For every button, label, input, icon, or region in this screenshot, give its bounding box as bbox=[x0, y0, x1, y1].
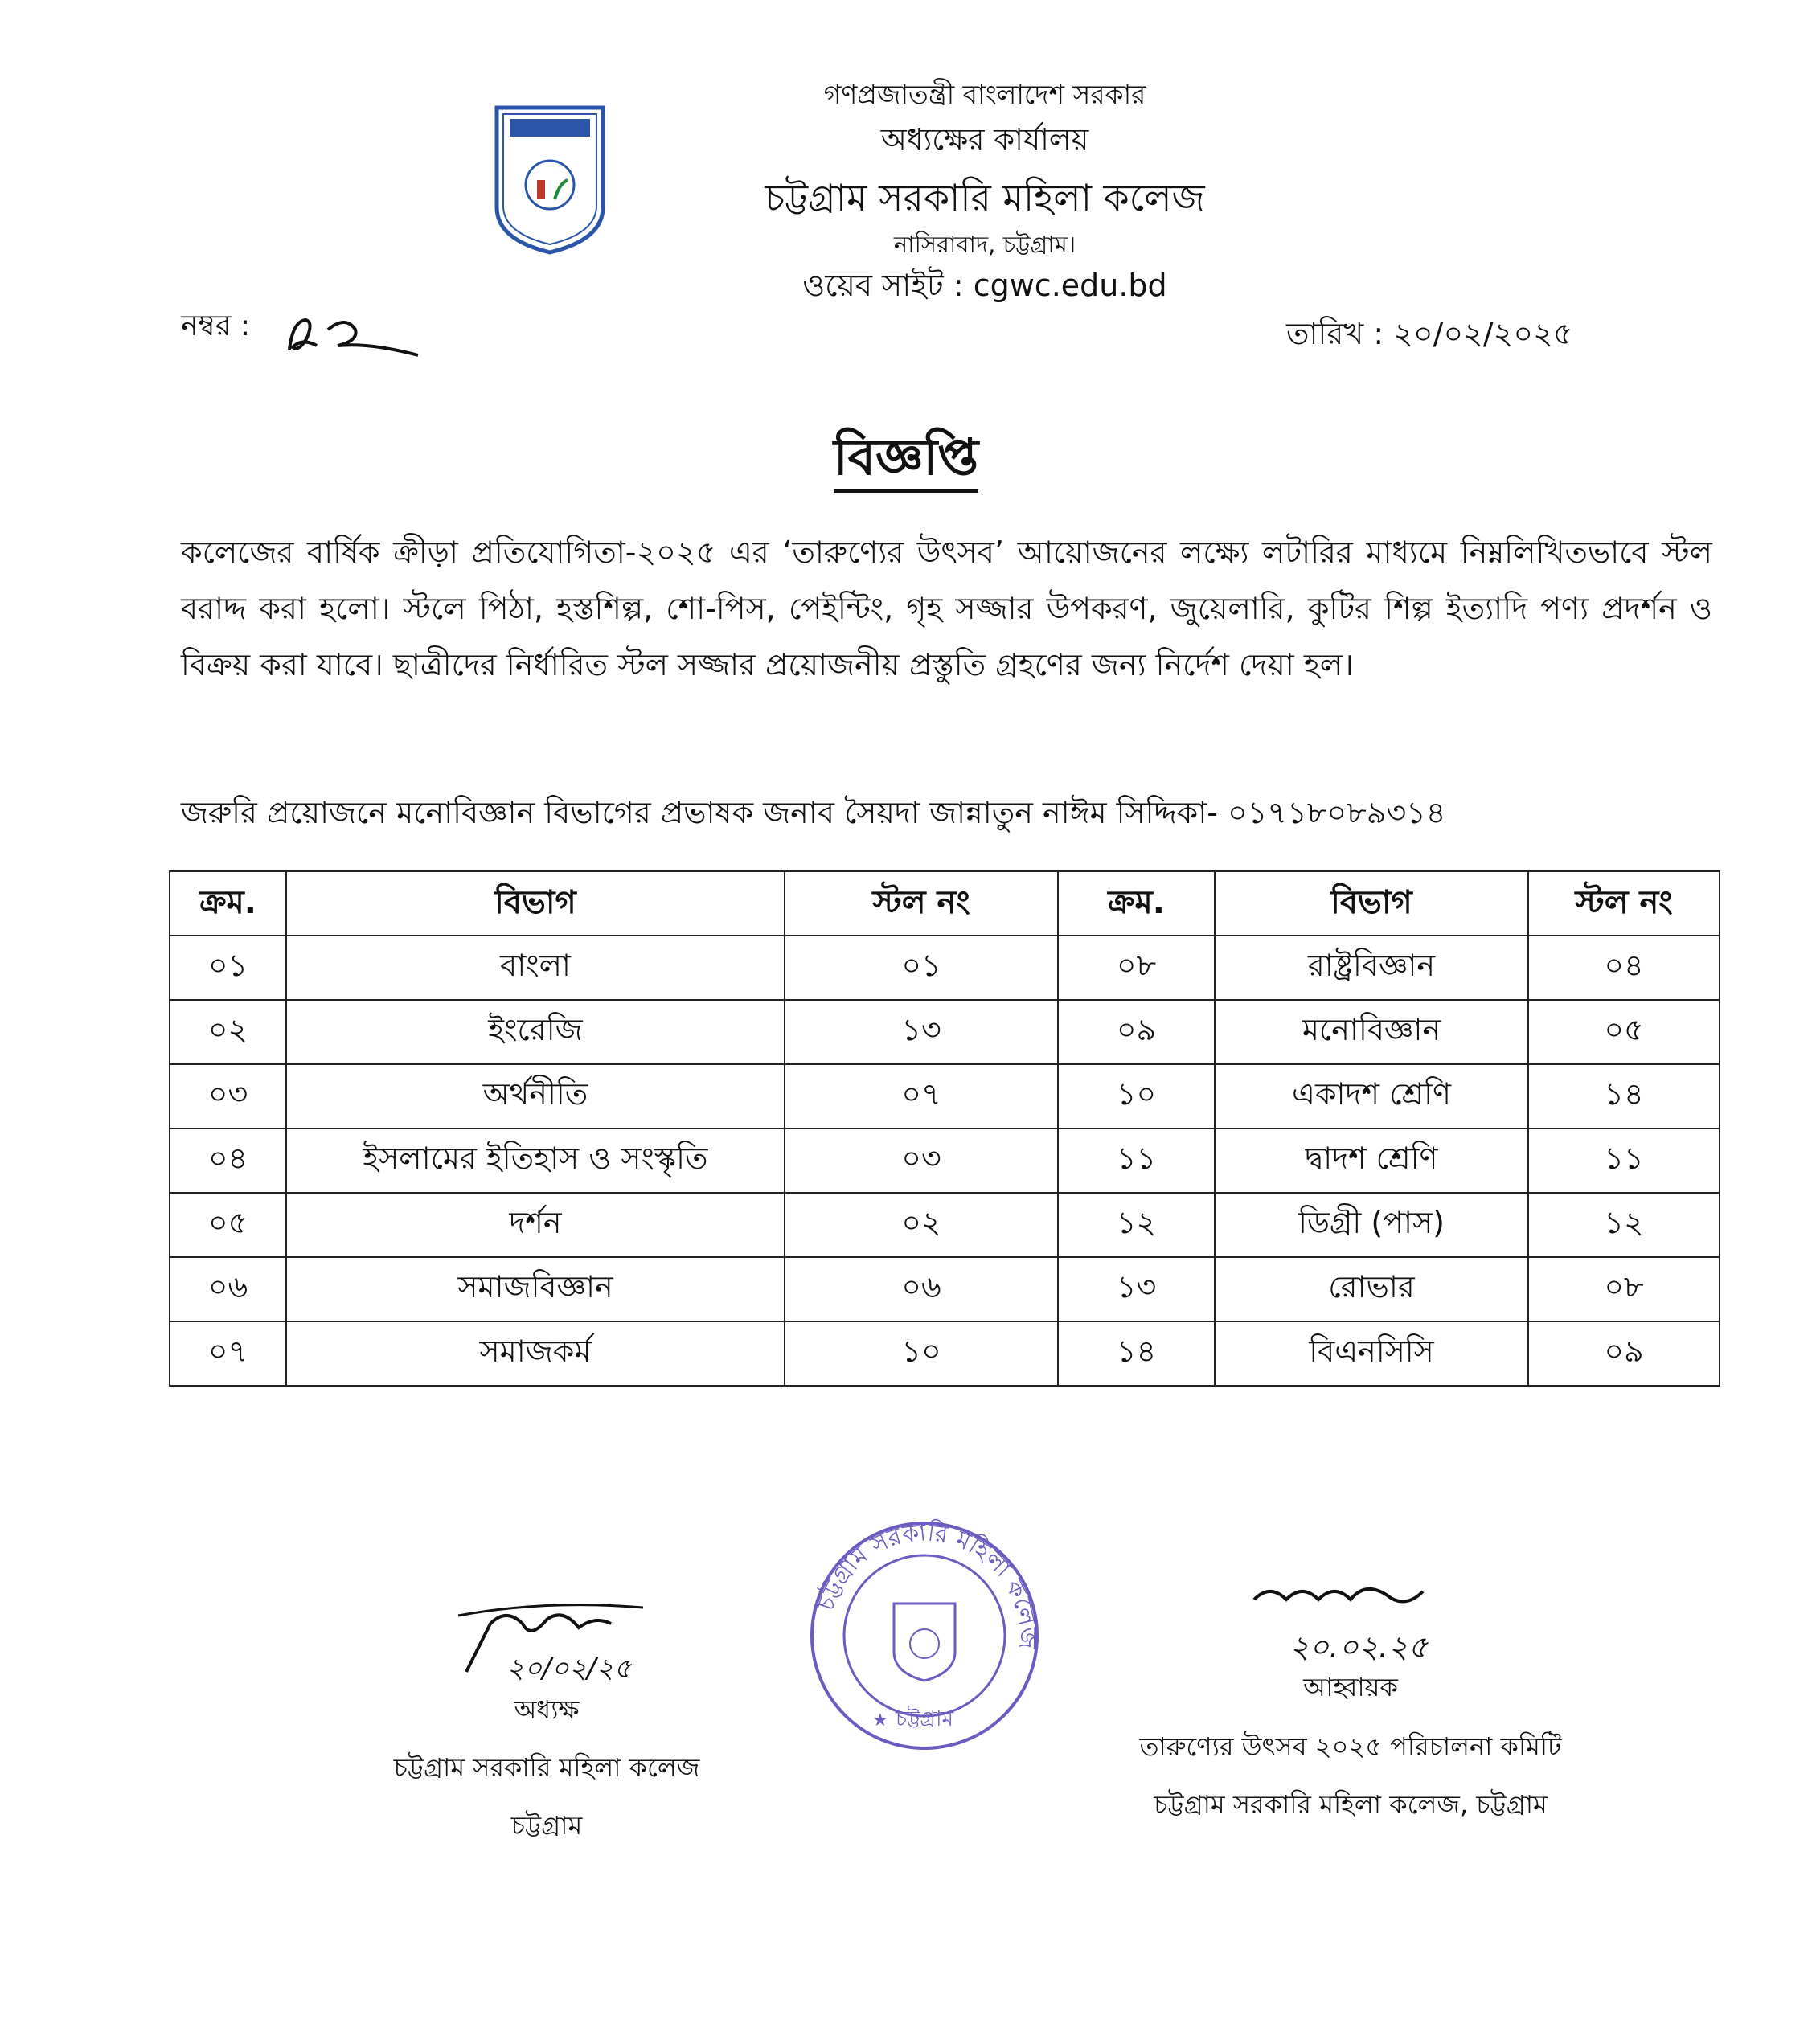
cell-department: বিএনসিসি bbox=[1215, 1321, 1528, 1386]
notice-title bbox=[0, 420, 1812, 502]
cell-serial: ০৭ bbox=[170, 1321, 286, 1386]
cell-serial: ১১ bbox=[1058, 1129, 1215, 1193]
cell-stall-no: ১৩ bbox=[785, 1000, 1058, 1064]
cell-department: সমাজবিজ্ঞান bbox=[286, 1257, 785, 1321]
header-department: বিভাগ bbox=[286, 871, 785, 936]
cell-department: ইংরেজি bbox=[286, 1000, 785, 1064]
cell-stall-no: ০৫ bbox=[1528, 1000, 1720, 1064]
table-header-row bbox=[170, 871, 1720, 936]
cell-serial: ০৮ bbox=[1058, 936, 1215, 1000]
contact-line: জরুরি প্রয়োজনে মনোবিজ্ঞান বিভাগের প্রভাষক জনাব সৈয়দা জান্নাতুন নাঈম সিদ্দিকা- ০১৭১৮০৮৯৩১৪ bbox=[181, 795, 1446, 830]
cell-serial: ১৪ bbox=[1058, 1321, 1215, 1386]
stall-allocation-table bbox=[169, 870, 1720, 1387]
cell-department: রোভার bbox=[1215, 1257, 1528, 1321]
header-stall-no: স্টল নং bbox=[1528, 871, 1720, 936]
official-stamp bbox=[804, 1515, 1045, 1756]
principal-handwritten-date: ২০/০২/২৫ bbox=[506, 1653, 632, 1685]
cell-stall-no: ০৬ bbox=[785, 1257, 1058, 1321]
cell-department: মনোবিজ্ঞান bbox=[1215, 1000, 1528, 1064]
cell-stall-no: ০৮ bbox=[1528, 1257, 1720, 1321]
table-row bbox=[170, 1129, 1720, 1193]
convener-handwritten-date: ২০.০২.২৫ bbox=[1289, 1629, 1429, 1665]
header-serial: ক্রম. bbox=[170, 871, 286, 936]
cell-department: দর্শন bbox=[286, 1193, 785, 1257]
cell-stall-no: ০১ bbox=[785, 936, 1058, 1000]
principal-title: অধ্যক্ষ bbox=[514, 1694, 580, 1725]
cell-serial: ০৯ bbox=[1058, 1000, 1215, 1064]
cell-department: দ্বাদশ শ্রেণি bbox=[1215, 1129, 1528, 1193]
memo-number-label: নম্বর : bbox=[181, 309, 251, 342]
notice-date: তারিখ : ২০/০২/২০২৫ bbox=[1286, 316, 1573, 351]
committee-name: তারুণ্যের উৎসব ২০২৫ পরিচালনা কমিটি bbox=[1139, 1731, 1562, 1762]
cell-department: ডিগ্রী (পাস) bbox=[1215, 1193, 1528, 1257]
cell-stall-no: ০২ bbox=[785, 1193, 1058, 1257]
government-name: গণপ্রজাতন্ত্রী বাংলাদেশ সরকার bbox=[823, 79, 1146, 110]
header-department: বিভাগ bbox=[1215, 871, 1528, 936]
cell-department: ইসলামের ইতিহাস ও সংস্কৃতি bbox=[286, 1129, 785, 1193]
convener-college: চট্টগ্রাম সরকারি মহিলা কলেজ, চট্টগ্রাম bbox=[1154, 1789, 1548, 1820]
cell-department: অর্থনীতি bbox=[286, 1064, 785, 1129]
cell-stall-no: ১১ bbox=[1528, 1129, 1720, 1193]
table-row bbox=[170, 1193, 1720, 1257]
cell-department: সমাজকর্ম bbox=[286, 1321, 785, 1386]
notice-body: কলেজের বার্ষিক ক্রীড়া প্রতিযোগিতা-২০২৫ এর ‘তারুণ্যের উৎসব’ আয়োজনের লক্ষ্যে লটারির মাধ্যমে নিম্নলিখিতভাবে স্টল বরাদ্দ করা হলো। স্টলে পিঠা, হস্তশিল্প, শো-পিস, পেইন্টিং, গৃহ সজ্জার উপকরণ, জুয়েলারি, কুটির শিল্প ইত্যাদি পণ্য প্রদর্শন ও বিক্রয় করা যাবে। ছাত্রীদের নির্ধারিত স্টল সজ্জার প্রয়োজনীয় প্রস্তুতি গ্রহণের জন্য নির্দেশ দেয়া হল। bbox=[181, 535, 1712, 682]
office-name: অধ্যক্ষের কার্যালয় bbox=[880, 122, 1089, 157]
notice-title-text: বিজ্ঞপ্তি bbox=[834, 428, 978, 493]
stamp-seal bbox=[804, 1515, 1045, 1756]
principal-place: চট্টগ্রাম bbox=[510, 1810, 583, 1841]
college-name: চট্টগ্রাম সরকারি মহিলা কলেজ bbox=[765, 176, 1205, 219]
cell-stall-no: ১০ bbox=[785, 1321, 1058, 1386]
header-serial: ক্রম. bbox=[1058, 871, 1215, 936]
cell-stall-no: ১৪ bbox=[1528, 1064, 1720, 1129]
cell-stall-no: ০৯ bbox=[1528, 1321, 1720, 1386]
cell-stall-no: ১২ bbox=[1528, 1193, 1720, 1257]
cell-serial: ০১ bbox=[170, 936, 286, 1000]
cell-department: একাদশ শ্রেণি bbox=[1215, 1064, 1528, 1129]
cell-serial: ১০ bbox=[1058, 1064, 1215, 1129]
cell-stall-no: ০৪ bbox=[1528, 936, 1720, 1000]
memo-number-handwritten bbox=[281, 305, 426, 362]
convener-signature-block bbox=[1053, 1575, 1648, 1828]
college-website: ওয়েব সাইট : cgwc.edu.bd bbox=[802, 268, 1167, 303]
table-row bbox=[170, 1000, 1720, 1064]
principal-college: চট্টগ্রাম সরকারি মহিলা কলেজ bbox=[393, 1752, 700, 1783]
table-row bbox=[170, 1321, 1720, 1386]
convener-title: আহ্বায়ক bbox=[1303, 1672, 1398, 1702]
college-address: নাসিরাবাদ, চট্টগ্রাম। bbox=[893, 231, 1076, 258]
stamp-text: চট্টগ্রাম সরকারি মহিলা কলেজ bbox=[811, 1518, 1042, 1649]
principal-signature-block bbox=[305, 1591, 788, 1849]
cell-serial: ০৬ bbox=[170, 1257, 286, 1321]
cell-department: রাষ্ট্রবিজ্ঞান bbox=[1215, 936, 1528, 1000]
cell-serial: ১২ bbox=[1058, 1193, 1215, 1257]
cell-serial: ১৩ bbox=[1058, 1257, 1215, 1321]
stamp-place: চট্টগ্রাম bbox=[896, 1707, 953, 1731]
cell-serial: ০৪ bbox=[170, 1129, 286, 1193]
header-stall-no: স্টল নং bbox=[785, 871, 1058, 936]
table-row bbox=[170, 1257, 1720, 1321]
cell-stall-no: ০৩ bbox=[785, 1129, 1058, 1193]
cell-serial: ০৫ bbox=[170, 1193, 286, 1257]
cell-serial: ০২ bbox=[170, 1000, 286, 1064]
stamp-star-icon: ★ bbox=[872, 1710, 888, 1731]
cell-serial: ০৩ bbox=[170, 1064, 286, 1129]
table-row bbox=[170, 936, 1720, 1000]
cell-department: বাংলা bbox=[286, 936, 785, 1000]
college-logo bbox=[490, 103, 609, 256]
cell-stall-no: ০৭ bbox=[785, 1064, 1058, 1129]
table-row bbox=[170, 1064, 1720, 1129]
